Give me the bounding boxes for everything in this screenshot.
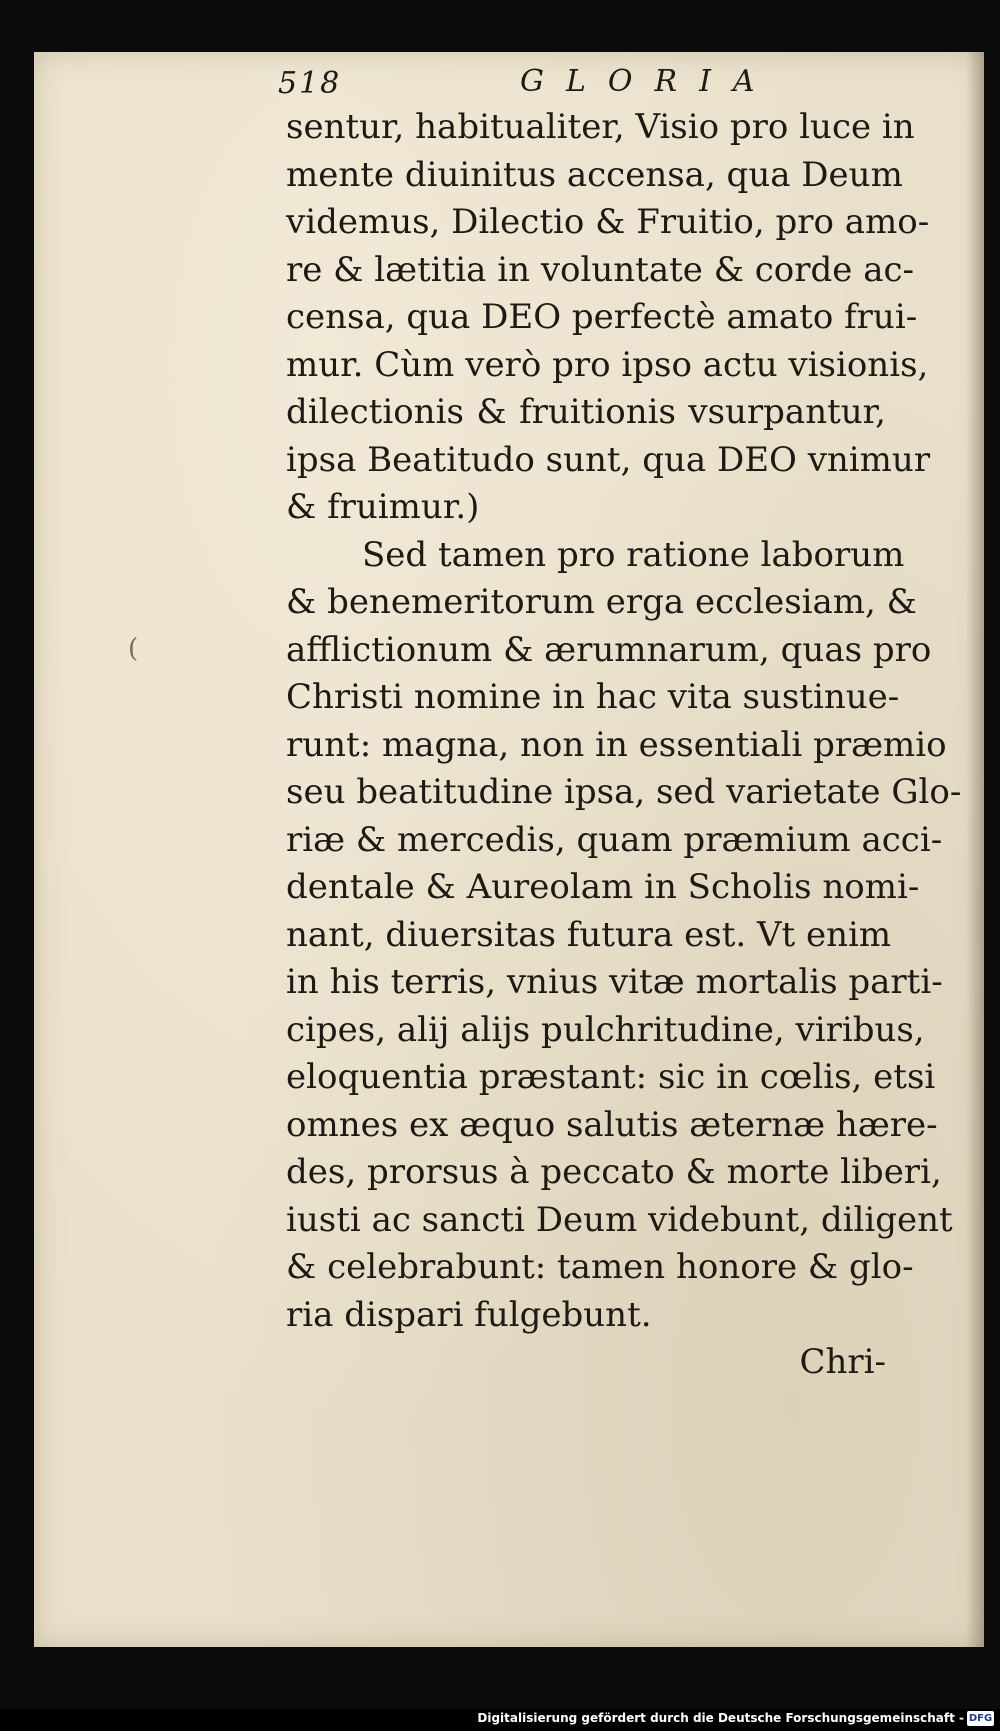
funding-credit: Digitalisierung gefördert durch die Deutsche Forschungsgemeinschaft - bbox=[477, 1711, 964, 1725]
margin-mark: ( bbox=[128, 634, 139, 664]
text-line: dilectionis & fruitionis vsurpantur, bbox=[286, 392, 886, 432]
text-line: eloquentia præstant: sic in cœlis, etsi bbox=[286, 1057, 936, 1097]
catchword: Chri- bbox=[799, 1342, 886, 1382]
text-line: iusti ac sancti Deum videbunt, diligent bbox=[286, 1199, 953, 1240]
text-line: Christi nomine in hac vita sustinue- bbox=[286, 677, 900, 717]
text-line: videmus, Dilectio & Fruitio, pro amo- bbox=[286, 202, 930, 242]
text-line: ipsa Beatitudo sunt, qua DEO vnimur bbox=[286, 439, 931, 480]
text-line: nant, diuersitas futura est. Vt enim bbox=[286, 914, 892, 955]
body-text bbox=[286, 104, 962, 1387]
text-line: afflictionum & ærumnarum, quas pro bbox=[286, 629, 932, 670]
text-line: re & lætitia in voluntate & corde ac- bbox=[286, 249, 915, 290]
text-line: & celebrabunt: tamen honore & glo- bbox=[286, 1247, 914, 1287]
text-line: mur. Cùm verò pro ipso actu visionis, bbox=[286, 344, 929, 385]
text-line: & benemeritorum erga ecclesiam, & bbox=[286, 582, 917, 622]
dfg-logo-icon: DFG bbox=[968, 1713, 993, 1724]
page-number: 518 bbox=[278, 66, 342, 101]
text-line: omnes ex æquo salutis æternæ hære- bbox=[286, 1104, 938, 1145]
text-line: mente diuinitus accensa, qua Deum bbox=[286, 154, 903, 195]
page-edge-shadow bbox=[966, 52, 984, 1647]
text-line: censa, qua DEO perfectè amato frui- bbox=[286, 297, 918, 337]
running-head: GLORIA bbox=[520, 64, 777, 99]
text-line: & fruimur.) bbox=[286, 487, 480, 527]
text-line: ria dispari fulgebunt. bbox=[286, 1294, 652, 1335]
text-line: dentale & Aureolam in Scholis nomi- bbox=[286, 867, 920, 907]
text-line: des, prorsus à peccato & morte liberi, bbox=[286, 1152, 942, 1192]
text-line: in his terris, vnius vitæ mortalis parti- bbox=[286, 962, 943, 1002]
text-line: riæ & mercedis, quam præmium acci- bbox=[286, 819, 943, 860]
text-line: sentur, habitualiter, Visio pro luce in bbox=[286, 107, 915, 147]
paragraph-start-line: Sed tamen pro ratione laborum bbox=[362, 534, 905, 575]
text-line: cipes, alij alijs pulchritudine, viribus, bbox=[286, 1009, 925, 1050]
text-line: seu beatitudine ipsa, sed varietate Glo- bbox=[286, 772, 962, 812]
text-line: runt: magna, non in essentiali præmio bbox=[286, 724, 947, 765]
